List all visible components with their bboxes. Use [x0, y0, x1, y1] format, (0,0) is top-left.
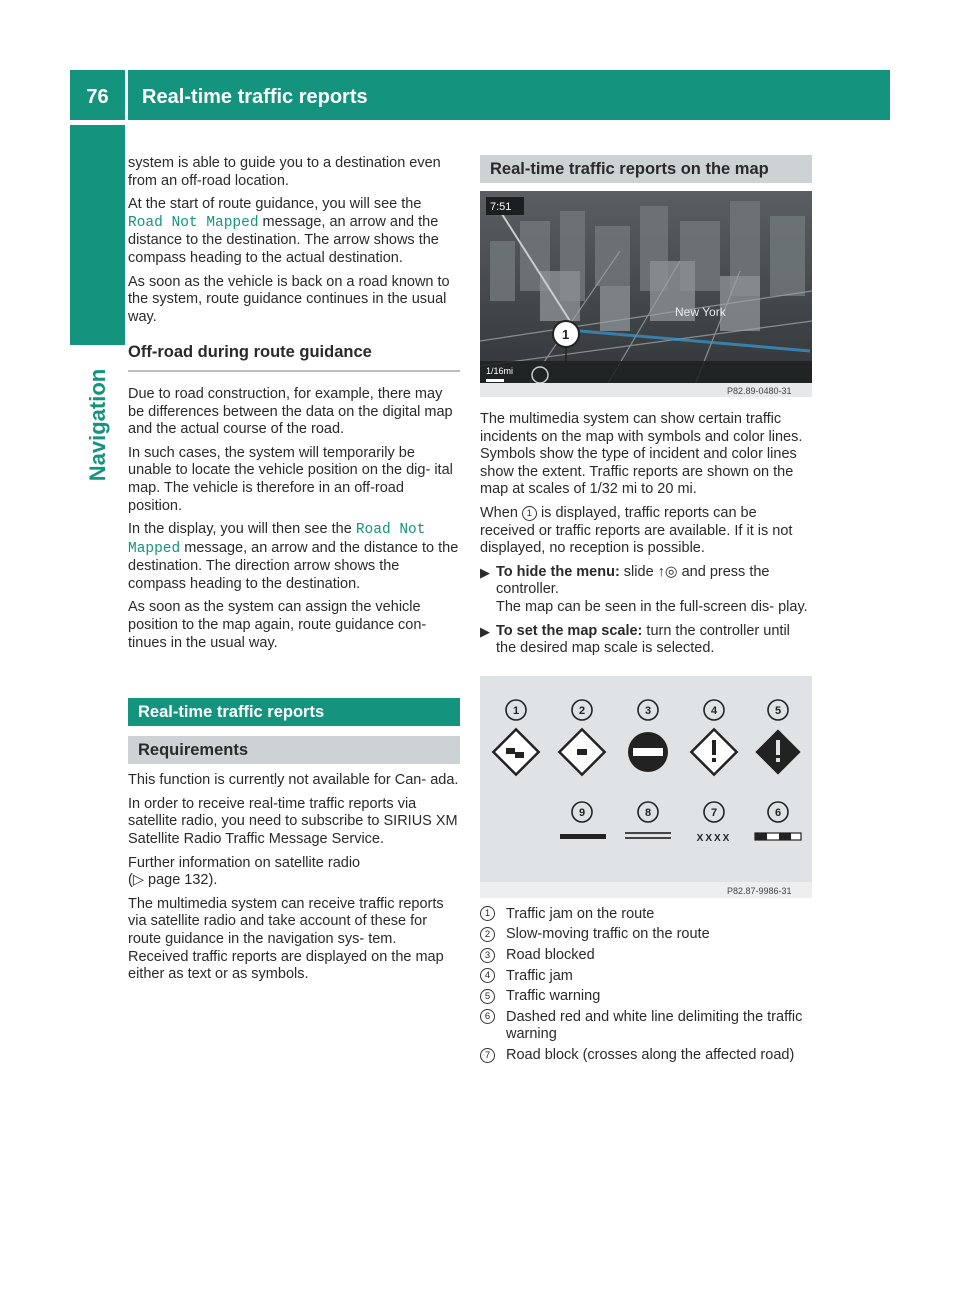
- paragraph: In the display, you will then see the Road Not Mapped message, an arrow and the distance to the destination. The direction arrow shows the compass heading to the destination.: [128, 521, 459, 592]
- paragraph: system is able to guide you to a destination even from an off-road location.: [128, 155, 441, 189]
- legend-item: 5 Traffic warning: [480, 988, 812, 1006]
- figure-code: P82.87-9986-31: [727, 885, 792, 896]
- legend-item: 3 Road blocked: [480, 947, 812, 965]
- requirements-heading: Requirements: [128, 736, 460, 764]
- header-divider: [125, 70, 128, 120]
- symbol-number: 7: [710, 806, 718, 819]
- symbol-number: 8: [644, 806, 652, 819]
- traffic-map-figure: [480, 191, 812, 397]
- subheading: Off-road during route guidance: [128, 338, 460, 372]
- map-scale: 1/16mi: [486, 366, 514, 376]
- instruction-hide-menu: ▶ To hide the menu: slide ↑◎ and press the controller. The map can be seen in the full-screen dis- play.: [480, 563, 808, 615]
- symbol-number: 1: [512, 704, 520, 717]
- arrow-right-icon: ▶: [480, 564, 490, 580]
- section-heading: Real-time traffic reports: [128, 698, 460, 726]
- symbol-number: 9: [578, 806, 586, 819]
- map-city-label: New York: [675, 305, 726, 319]
- legend-item: 7 Road block (crosses along the affected road): [480, 1047, 812, 1065]
- solid-line-sample: [560, 834, 606, 839]
- symbol-number: 3: [644, 704, 652, 717]
- paragraph: In order to receive real-time traffic reports via satellite radio, you need to subscribe to SIRIUS XM Satellite Radio Traffic Message Service.: [128, 795, 458, 848]
- arrow-right-icon: ▶: [480, 623, 490, 639]
- symbol-number: 6: [774, 806, 782, 819]
- legend-item: 2 Slow-moving traffic on the route: [480, 926, 812, 944]
- side-tab: [70, 345, 125, 505]
- paragraph: This function is currently not available for Can- ada.: [128, 772, 459, 789]
- symbol-number: 4: [710, 704, 718, 717]
- paragraph: Due to road construction, for example, there may be differences between the data on the digital map and the actual course of the road.: [128, 385, 453, 438]
- page-title: Real-time traffic reports: [142, 86, 368, 108]
- paragraph: In such cases, the system will temporarily be unable to locate the vehicle position on the dig- ital map. The vehicle is therefore in an off-road position.: [128, 444, 453, 514]
- display-message: Road Not Mapped: [128, 214, 259, 231]
- dashed-line-sample: [755, 833, 801, 840]
- traffic-symbols-figure: [480, 676, 812, 898]
- page-number: 76: [86, 86, 109, 108]
- instruction-map-scale: ▶ To set the map scale: turn the controller until the desired map scale is selected.: [480, 622, 790, 657]
- side-color-block: [70, 125, 125, 345]
- page-reference[interactable]: (▷ page 132).: [128, 872, 218, 889]
- display-message: Road Not Mapped: [128, 522, 426, 557]
- paragraph: Further information on satellite radio (▷ page 132).: [128, 854, 361, 889]
- paragraph: The multimedia system can show certain traffic incidents on the map with symbols and color lines. Symbols show the type of incident and color lines show the extent. Traffic reports are shown on the map at scales of 1/32 mi to 20 mi.: [480, 411, 803, 498]
- controller-glyph: ↑◎: [657, 563, 678, 580]
- figure-code: P82.89-0480-31: [727, 386, 792, 396]
- paragraph: At the start of route guidance, you will see the Road Not Mapped message, an arrow and the distance to the destination. The arrow shows the compass heading to the actual destination.: [128, 196, 439, 266]
- callout-number: 1: [522, 506, 537, 521]
- road-block-marks: XXXX: [696, 832, 732, 844]
- left-column: [128, 155, 460, 990]
- symbol-number: 2: [578, 704, 586, 717]
- legend-item: 6 Dashed red and white line delimiting the traffic warning: [480, 1009, 812, 1044]
- side-tab-label: Navigation: [84, 368, 110, 482]
- legend-item: 4 Traffic jam: [480, 968, 812, 986]
- right-column: [480, 155, 812, 1067]
- paragraph: The multimedia system can receive traffic reports via satellite radio and take account of these for route guidance in the navigation sys- tem. Received traffic reports are displayed on the map either as text or as symbols.: [128, 895, 444, 983]
- road-blocked-icon: [628, 732, 668, 772]
- map-marker-number: 1: [562, 327, 570, 342]
- paragraph: When 1 is displayed, traffic reports can be received or traffic reports are available. If it is not displayed, no reception is possible.: [480, 504, 793, 557]
- section-heading-map: Real-time traffic reports on the map: [480, 155, 812, 183]
- legend-item: 1 Traffic jam on the route: [480, 906, 812, 924]
- paragraph: As soon as the system can assign the vehicle position to the map again, route guidance con- tinues in the usual way.: [128, 599, 427, 651]
- map-time: 7:51: [490, 201, 512, 213]
- symbol-number: 5: [774, 704, 782, 717]
- paragraph: As soon as the vehicle is back on a road known to the system, route guidance continues in the usual way.: [128, 273, 450, 325]
